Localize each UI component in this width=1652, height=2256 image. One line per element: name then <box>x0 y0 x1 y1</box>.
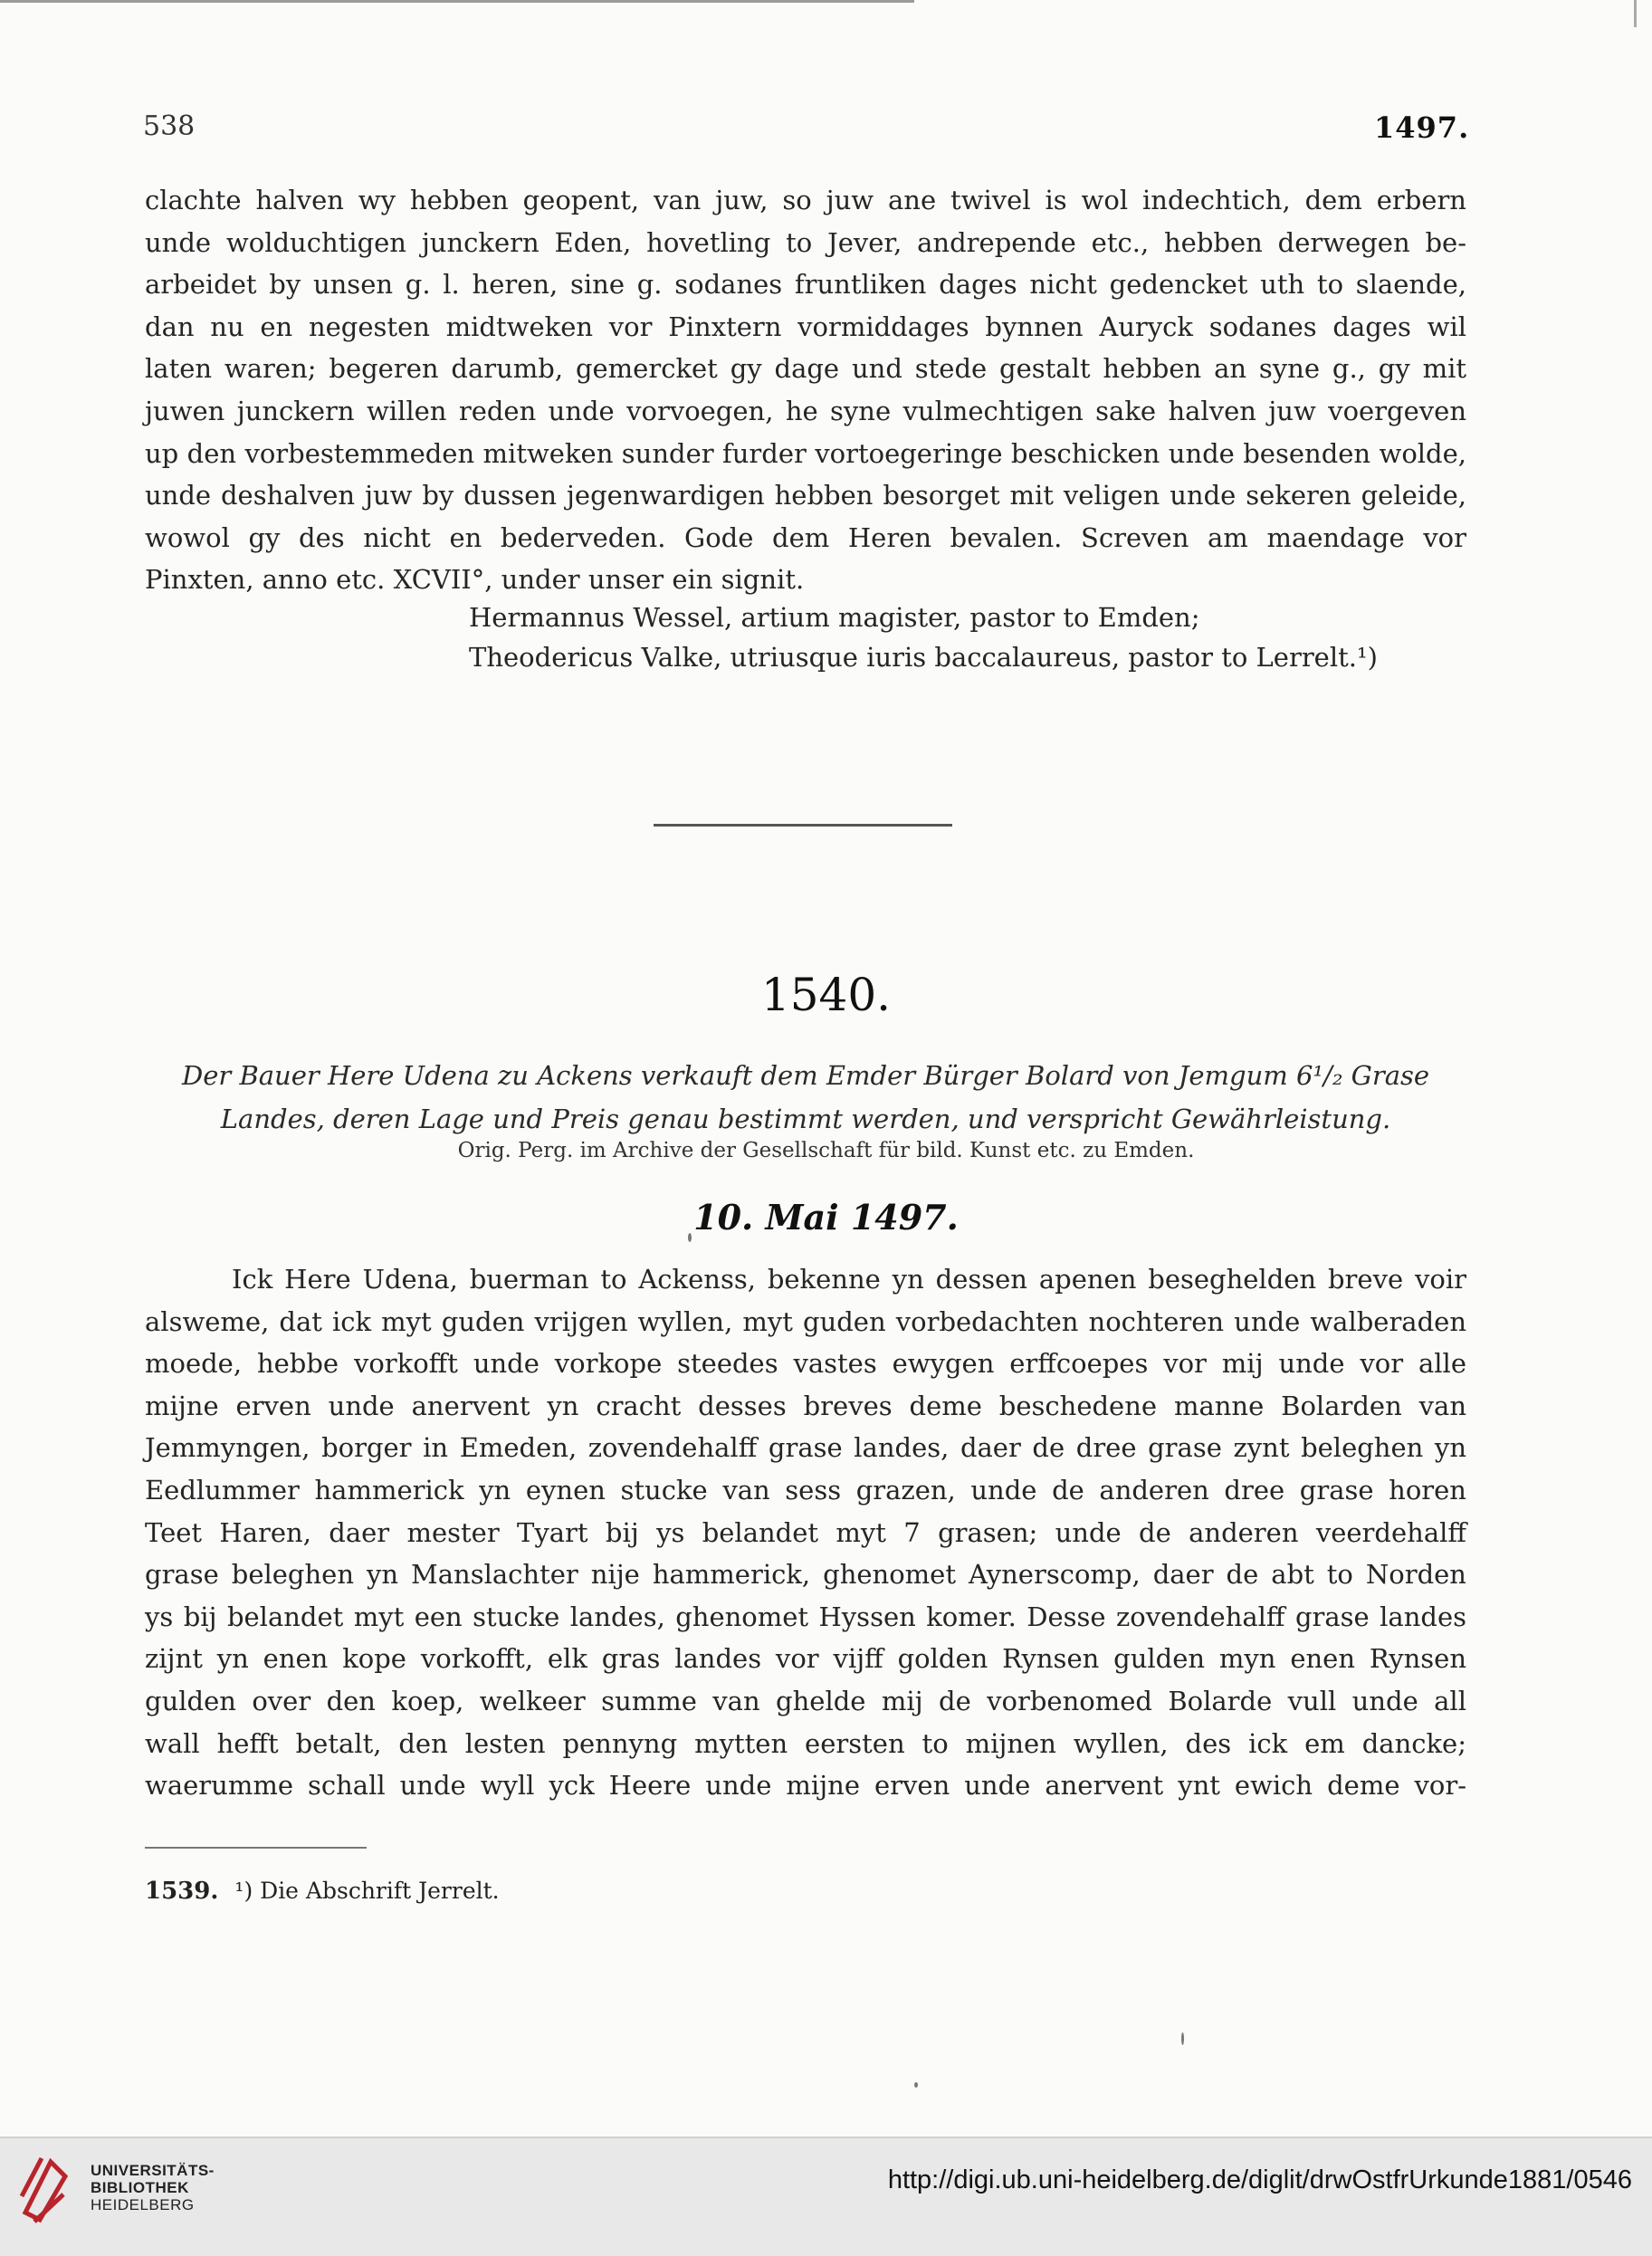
text-line: waerumme schall unde wyll yck Heere unde mijne erven unde anervent ynt ewich deme vor- <box>145 1770 1466 1802</box>
summary-line: Landes, deren Lage und Preis genau bestimmt werden, und verspricht Gewährleistung. <box>220 1104 1391 1134</box>
text-line: clachte halven wy hebben geopent, van juw, so juw ane twivel is wol indechtich, dem erbern <box>145 185 1466 215</box>
running-year: 1497. <box>1374 110 1470 145</box>
text-line: gulden over den koep, welkeer summe van ghelde mij de vorbenomed Bolarde vull unde all <box>145 1685 1466 1716</box>
library-name-line: UNIVERSITÄTS- <box>91 2162 215 2179</box>
source-note: Orig. Perg. im Archive der Gesellschaft für bild. Kunst etc. zu Emden. <box>457 1139 1195 1162</box>
doc-1540-text <box>145 1258 1466 1807</box>
text-line: juwen junckern willen reden unde vorvoegen, he syne vulmechtigen sake halven juw voergeven <box>145 395 1466 426</box>
text-line: unde wolduchtigen junckern Eden, hovetling to Jever, andrepende etc., hebben derwegen be- <box>145 226 1466 258</box>
footer-bar <box>0 2137 1652 2256</box>
text-line: wall hefft betalt, den lesten pennyng mytten eersten to mijnen wyllen, des ick em dancke; <box>145 1727 1466 1759</box>
library-logo-icon <box>18 2149 72 2225</box>
text-line: up den vorbestemmeden mitweken sunder furder vortoegeringe beschicken unde besenden wolde, <box>145 437 1466 469</box>
footnote-text: ¹) Die Abschrift Jerrelt. <box>234 1878 500 1904</box>
text-line: ys bij belandet myt een stucke landes, ghenomet Hyssen komer. Desse zovendehalff grase landes <box>145 1601 1466 1632</box>
text-line: alsweme, dat ick myt guden vrijgen wyllen, myt guden vorbedachten nochteren unde walberaden <box>145 1305 1466 1337</box>
footnote <box>145 1878 500 1905</box>
signature-line: Theodericus Valke, utriusque iuris baccalaureus, pastor to Lerrelt.¹) <box>469 642 1378 673</box>
text-line: Teet Haren, daer mester Tyart bij ys belandet myt 7 grasen; unde de anderen veerdehalff <box>145 1516 1466 1548</box>
document-date: 10. Mai 1497. <box>693 1197 959 1238</box>
text-line: zijnt yn enen kope vorkofft, elk gras landes vor vijff golden Rynsen gulden myn enen Rynsen <box>145 1643 1466 1675</box>
footnote-rule <box>145 1847 367 1849</box>
scan-speck <box>1181 2032 1184 2045</box>
text-line: arbeidet by unsen g. l. heren, sine g. sodanes fruntliken dages nicht gedencket uth to slaende, <box>145 269 1466 301</box>
document-summary <box>145 1054 1466 1141</box>
text-line: wowol gy des nicht en bederveden. Gode dem Heren bevalen. Screven am maendage vor <box>145 521 1466 553</box>
footnote-doc-number: 1539. <box>145 1878 219 1905</box>
page-number: 538 <box>143 110 196 142</box>
text-line: laten waren; begeren darumb, gemercket gy dage und stede gestalt hebben an syne g., gy mit <box>145 353 1466 385</box>
text-line: unde deshalven juw by dussen jegenwardigen hebben besorget mit veligen unde sekeren geleide, <box>145 480 1466 511</box>
scan-speck <box>688 1233 692 1242</box>
signature-line: Hermannus Wessel, artium magister, pastor to Emden; <box>469 602 1200 633</box>
scan-edge-line <box>0 0 914 3</box>
text-line: moede, hebbe vorkofft unde vorkope steedes vastes ewygen erffcoepes vor mij unde vor alle <box>145 1348 1466 1380</box>
text-line: grase beleghen yn Manslachter nije hammerick, ghenomet Aynerscomp, daer de abt to Norden <box>145 1559 1466 1591</box>
text-line: Jemmyngen, borger in Emeden, zovendehalff grase landes, daer de dree grase zynt beleghen yn <box>145 1432 1466 1464</box>
text-line: dan nu en negesten midtweken vor Pinxtern vormiddages bynnen Auryck sodanes dages wil <box>145 311 1466 342</box>
scan-edge-mark <box>1634 0 1637 27</box>
text-line: Ick Here Udena, buerman to Ackenss, bekenne yn dessen apenen beseghelden breve voir <box>232 1264 1466 1295</box>
text-line: Pinxten, anno etc. XCVII°, under unser ein signit. <box>145 564 805 596</box>
summary-line: Der Bauer Here Udena zu Ackens verkauft dem Emder Bürger Bolard von Jemgum 6¹/₂ Grase <box>181 1060 1430 1091</box>
library-name <box>91 2162 215 2213</box>
library-name-line: HEIDELBERG <box>91 2196 195 2213</box>
doc-1539-text <box>145 179 1466 601</box>
text-line: mijne erven unde anervent yn cracht desses breves deme beschedene manne Bolarden van <box>145 1390 1466 1421</box>
permalink-url[interactable]: http://digi.ub.uni-heidelberg.de/diglit/drwOstfrUrkunde1881/0546 <box>887 2165 1632 2194</box>
text-line: Eedlummer hammerick yn eynen stucke van sess grazen, unde de anderen dree grase horen <box>145 1474 1466 1506</box>
scan-speck <box>914 2082 918 2088</box>
section-separator <box>654 824 952 827</box>
document-number: 1540. <box>760 969 892 1021</box>
library-name-line: BIBLIOTHEK <box>91 2179 189 2196</box>
